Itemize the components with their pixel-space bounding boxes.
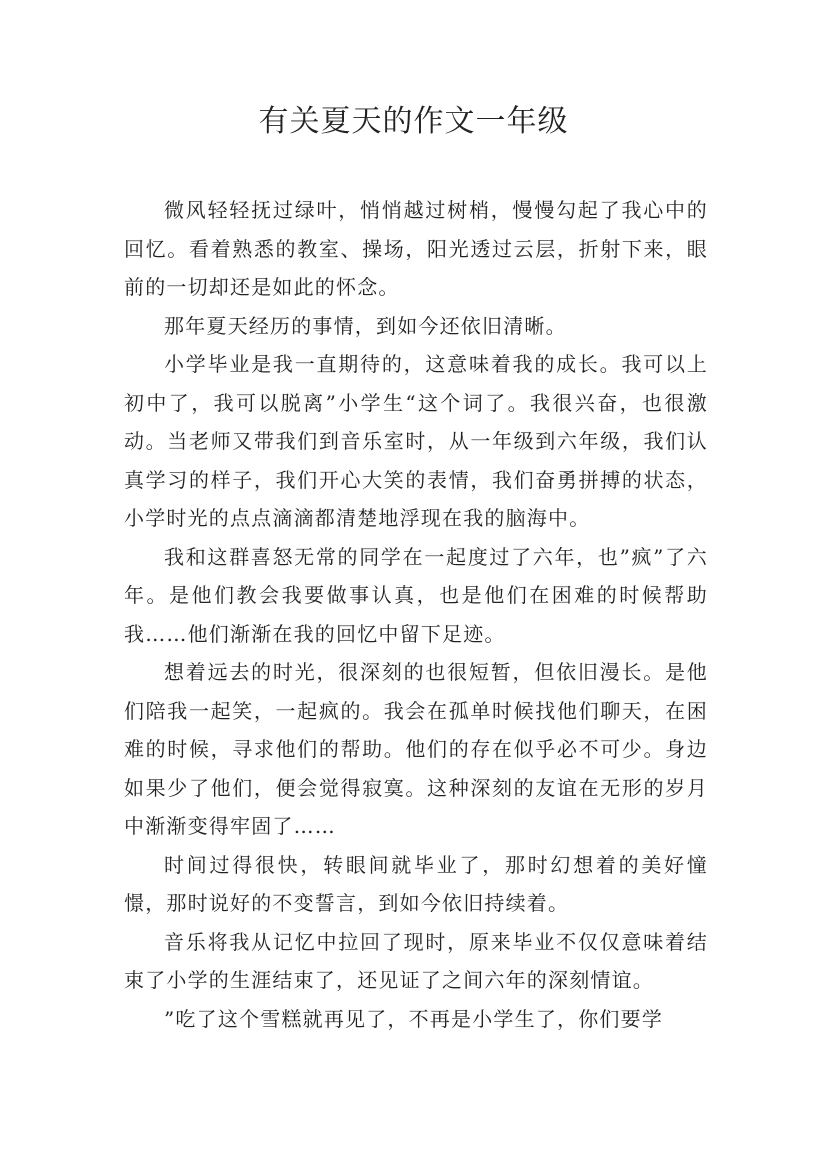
paragraph: 我和这群喜怒无常的同学在一起度过了六年，也”疯”了六年。是他们教会我要做事认真，也是他们在困难的时候帮助我……他们渐渐在我的回忆中留下足迹。 [124,544,708,646]
paragraph: 微风轻轻抚过绿叶，悄悄越过树梢，慢慢勾起了我心中的回忆。看着熟悉的教室、操场，阳光透过云层，折射下来，眼前的一切却还是如此的怀念。 [124,198,708,299]
paragraph: 时间过得很快，转眼间就毕业了，那时幻想着的美好憧憬，那时说好的不变誓言，到如今依旧持续着。 [124,852,708,915]
paragraph: 音乐将我从记忆中拉回了现时，原来毕业不仅仅意味着结束了小学的生涯结束了，还见证了之间六年的深刻情谊。 [124,929,708,992]
paragraph: ”吃了这个雪糕就再见了，不再是小学生了，你们要学 [164,1006,664,1031]
document-body [124,191,708,1038]
paragraph: 小学毕业是我一直期待的，这意味着我的成长。我可以上初中了，我可以脱离”小学生“这个词了。我很兴奋，也很激动。当老师又带我们到音乐室时，从一年级到六年级，我们认真学习的样子，我们开心大笑的表情，我们奋勇拼搏的状态，小学时光的点点滴滴都清楚地浮现在我的脑海中。 [124,352,708,530]
document-title: 有关夏天的作文一年级 [258,104,569,139]
paragraph: 想着远去的时光，很深刻的也很短暂，但依旧漫长。是他们陪我一起笑，一起疯的。我会在孤单时候找他们聊天，在困难的时候，寻求他们的帮助。他们的存在似乎必不可少。身边如果少了他们，便会觉得寂寞。这种深刻的友谊在无形的岁月中渐渐变得牢固了…… [124,660,708,838]
paragraph: 那年夏天经历的事情，到如今还依旧清晰。 [164,313,567,338]
